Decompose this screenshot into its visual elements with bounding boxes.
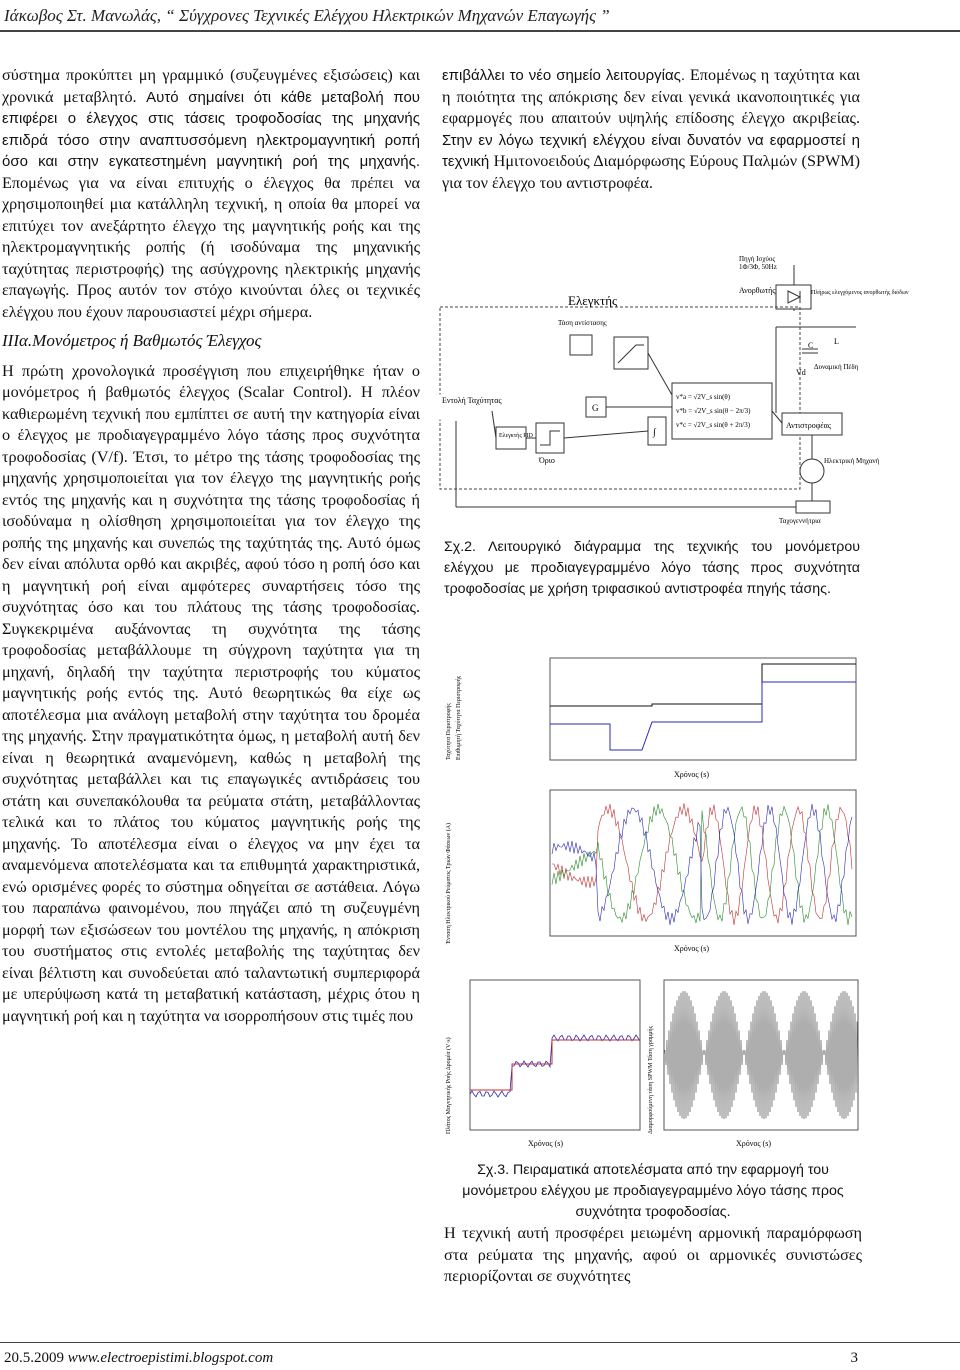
right-column (442, 65, 860, 194)
footer-rule (0, 1342, 960, 1343)
text-serif: Λόγω του παραπάνω φαινομένου, που πηγάζει από τη συζευγμένη μορφή των εξισώσεων του μοντέλου της μηχανής, η απόκριση του συστήματος στις εντολές μεταβολής της ταχύτητας δεν είναι βέλτιστη και συνοδεύεται από ταλαντωτική συμπεριφορά με υπερύψωση κατά τη μεταβατική κατάσταση, μέχρις ότου η μαγνητική ροή και η ταχύτητα να ισορροπήσουν στις τιμές που (2, 877, 421, 1025)
dc-link-label: Δυναμική Πέδη (814, 363, 859, 371)
gain-label: G (592, 403, 599, 413)
equation-c: v*c = √2V_s sin(θ + 2π/3) (676, 421, 751, 429)
page-header (0, 0, 960, 34)
running-title: Ιάκωβος Στ. Μανωλάς, “ Σύγχρονες Τεχνικές Ελέγχου Ηλεκτρικών Μηχανών Επαγωγής ” (4, 6, 610, 25)
footer-date: 20.5.2009 (4, 1350, 64, 1366)
plot2-xlabel: Χρόνος (s) (674, 944, 709, 953)
diode-bridge-label: Πλήρως ελεγχόμενος ανορθωτής διόδων (811, 290, 909, 296)
controller-label: Ελεγκτής (568, 293, 618, 308)
figure-2-block-diagram (436, 245, 909, 527)
plot-three-phase-currents (442, 784, 862, 954)
plot1-xlabel: Χρόνος (s) (674, 770, 709, 779)
plot-speed (442, 652, 862, 780)
plot2-ylabel: Ένταση Ηλεκτρικού Ρεύματος Τριών Φάσεων (A) (446, 822, 452, 944)
speed-command-label: Εντολή Ταχύτητας (442, 396, 502, 405)
plot1-ylabel-a: Ταχύτητα Περιστροφής (446, 703, 452, 760)
motor-icon (800, 459, 824, 483)
text-serif: Η πρώτη χρονολογικά προσέγγιση που επιχειρήθηκε ήταν ο μονόμετρος ή βαθμωτός έλεγχος (Scalar Control). (2, 361, 420, 401)
vd-label: Vd (796, 368, 806, 377)
section-title: ΙΙΙα.Μονόμετρος ή Βαθμωτός Έλεγχος (2, 331, 262, 350)
plot3-xlabel: Χρόνος (s) (528, 1139, 563, 1148)
text-serif: Το αποτέλεσμα είναι ο έλεγχος να μην έχει τα αναμενόμενα αποτελέσματα και τα επιθυμητά χαρακτηριστικά, ενώ ορισμένες φορές το σύστημα οδηγείται σε αστάθεια. (2, 834, 420, 896)
plot-frame (550, 658, 856, 760)
rectifier-block (776, 285, 811, 309)
footer-site: www.electroepistimi.blogspot.com (67, 1350, 274, 1366)
plot3-ylabel: Πλάτος Μαγνητικής Ροής Δρομέα (V·s) (446, 1037, 452, 1134)
supply-label: Πηγή Ισχύος (739, 255, 776, 263)
equation-b: v*b = √2V_s sin(θ − 2π/3) (676, 407, 751, 415)
voltage-ref-label: Τάση αντίστασης (558, 319, 607, 327)
inverter-label: Αντιστροφέας (786, 421, 832, 430)
text-serif: Στην πραγματικότητα όμως, η μεταβολή αυτή δεν είναι η θεωρητικά αναμενόμενη, καθώς η μεταβολή της συχνότητας μεταβάλλει και τις επαγωγικές αντιδράσεις του στάτη και συνεπακόλουθα τα ρεύματα στάτη, μεταβάλλοντας τελικά και το πλάτος του κύματος μαγνητικής ροής της μηχανής. (2, 727, 421, 853)
text-sans: επιβάλλει το νέο σημείο λειτουργίας. (442, 67, 686, 84)
tachogenerator-block (796, 501, 830, 513)
text-serif: Η πλέον καθιερωμένη τεχνική που εμπίπτει σε αυτή την κατηγορία είναι ο έλεγχος με προδιαγεγραμμένο λόγο τάσης προς συχνότητα τροφοδοσίας (V/f). (2, 383, 420, 466)
text-sans: Αυτό σημαίνει ότι κάθε μεταβολή που επιφέρει ο έλεγχος στις τάσεις τροφοδοσίας της μηχανής επιδρά τόσο στην αναπτυσσόμενη ηλεκτρομαγνητική ροπή όσο και στην εγκατεστημένη μαγνητική ροή της μηχανής. (2, 88, 421, 170)
svg-text:∫: ∫ (653, 427, 656, 438)
paragraph: Η τεχνική αυτή προσφέρει μειωμένη αρμονική παραμόρφωση στα ρεύματα της μηχανής, αφού οι αρμονικές συνιστώσες περιορίζονται σε συχνότητες (444, 1224, 862, 1285)
equation-a: v*a = √2V_s sin(θ) (676, 393, 731, 401)
text-serif: σύστημα προκύπτει μη γραμμικό (συζευγμένες εξισώσεις) και χρονικά μεταβλητό. (2, 66, 420, 106)
plot1-ylabel-b: Επιθυμητή Ταχύτητα Περιστροφής (456, 675, 462, 760)
pid-label: Ελεγκτής PID (499, 433, 533, 439)
paragraph (442, 65, 860, 194)
paragraph (2, 65, 420, 323)
plot4-xlabel: Χρόνος (s) (736, 1139, 771, 1148)
footer-left (4, 1350, 273, 1367)
text-serif: Έτσι, το μέτρο της τάσης τροφοδοσίας της μηχανής χρησιμοποιείται για τον έλεγχο της μαγνητικής ροής εντός της μηχανής και η συχνότητα της τάσης τροφοδοσίας ή ισοδύναμα η ολίσθηση χρησιμοποιείται για τον έλεγχο της ροπής της μηχανής και συνεπώς της ταχύτητάς της. (2, 447, 420, 552)
tacho-label: Ταχογεννήτρια (779, 517, 821, 525)
supply-spec: 1Φ/3Φ, 50Hz (739, 263, 777, 271)
plot-flux-and-spwm (442, 960, 862, 1150)
machine-label: Ηλεκτρική Μηχανή (824, 457, 880, 465)
inductor-label: L (834, 337, 839, 346)
header-rule (0, 30, 960, 32)
paragraph (2, 361, 420, 1028)
figure-3-caption: Σχ.3. Πειραματικά αποτελέσματα από την εφαρμογή του μονόμετρου ελέγχου με προδιαγεγραμμένο λόγο τάσης προς συχνότητα τροφοδοσίας. (462, 1162, 844, 1220)
text-serif: Επομένως για να είναι επιτυχής ο έλεγχος θα πρέπει να χρησιμοποιηθεί μια κατάλληλη τεχνική, η οποία θα μπορεί να επιτύχει τον ανεξάρτητο έλεγχο της μαγνητικής ροής και της ηλεκτρομαγνητικής ροπής (ή ισοδύναμα της μηχανικής ταχύτητας περιστροφής) της ασύγχρονης ηλεκτρικής μηχανής επαγωγής. Προς αυτόν τον στόχο κινούνται όλες οι τεχνικές ελέγχου που έχουν παρουσιαστεί μέχρι σήμερα. (2, 173, 420, 321)
limit-label: Όριο (539, 456, 555, 465)
left-column (2, 65, 420, 1027)
integrator-block (648, 417, 666, 445)
text-serif: Αυτό όμως δεν είναι απόλυτα ορθό και ακριβές, αφού τόσο η ροπή όσο και η μαγνητική ροή είναι αμφότερες συναρτήσεις τόσο της συχνότητας όσο και του πλάτους της τάσης τροφοδοσίας. (2, 533, 421, 616)
plot-frame (470, 980, 640, 1130)
plot4-ylabel: Διαμορφούμενη τάση SPWM Τάση γραμμής (648, 1026, 654, 1134)
vf-profile-block (614, 337, 648, 369)
text-serif: Επομένως η ταχύτητα και η ποιότητα της απόκρισης δεν είναι γενικά ικανοποιητικές για εφαρμογές που απαιτούν υψηλής επίδοσης έλεγχο ακριβείας. (442, 66, 860, 127)
page-number: 3 (850, 1350, 858, 1366)
text-sans: Στην εν λόγω τεχνική ελέγχου είναι δυνατόν να εφαρμοστεί η τεχνική (442, 131, 860, 170)
text-serif: Αυτό θεωρητικώς θα είχε ως αποτέλεσμα μια ανάλογη μεταβολή στην ταχύτητα του δρομέα της μηχανής. (2, 684, 420, 745)
text-serif: Ημιτονοειδούς Διαμόρφωσης Εύρους Παλμών (SPWM) για τον έλεγχο του αντιστροφέα. (442, 152, 861, 192)
figure-2-caption: Σχ.2. Λειτουργικό διάγραμμα της τεχνικής του μονόμετρου ελέγχου με προδιαγεγραμμένο λόγο τάσης προς συχνότητα τροφοδοσίας με χρήση τριφασικού αντιστροφέα πηγής τάσης. (444, 539, 860, 597)
capacitor-label: C (808, 341, 814, 350)
rectifier-label: Ανορθωτής (739, 286, 776, 295)
text-serif: Συγκεκριμένα αυξάνοντας τη συχνότητα της τάσης τροφοδοσίας μεταβάλλουμε τη σύγχρονη ταχύτητα για τη μηχανή, δηλαδή την ταχύτητα περιστροφής του κύματος μαγνητικής ροής εντός της. (2, 619, 420, 702)
